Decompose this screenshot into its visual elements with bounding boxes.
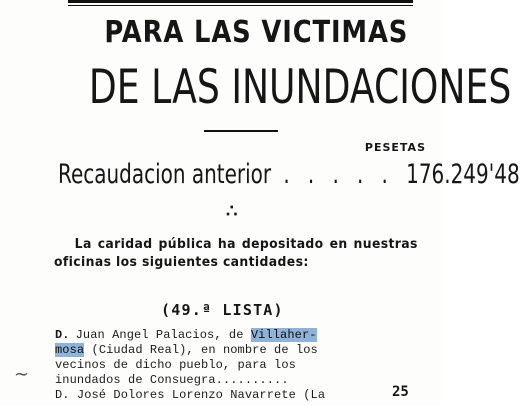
- entry-line-3: vecinos de dicho pueblo, para los: [55, 358, 296, 372]
- list-title: (49.ª LISTA): [161, 301, 284, 319]
- entry-line-4: inundados de Consuegra..........: [55, 373, 289, 387]
- entry-line-1-text: Juan Angel Palacios, de: [75, 328, 251, 342]
- highlighted-text-continuation: mosa: [55, 343, 85, 357]
- entry-line-1: [55, 328, 390, 343]
- ornament-icon: ∴: [226, 201, 238, 222]
- leader-dots: . . . . .: [283, 159, 394, 190]
- prior-total-label: Recaudacion anterior: [58, 159, 272, 190]
- entry-line-2-text: (Ciudad Real), en nombre de los: [84, 343, 318, 357]
- headline-top: PARA LAS VICTIMAS: [104, 15, 409, 50]
- entry-line-2: [55, 343, 390, 358]
- currency-label: PESETAS: [364, 141, 426, 154]
- entry-prefix: D.: [55, 328, 70, 342]
- intro-paragraph: La caridad pública ha depositado en nuestras oficinas los siguientes cantidades:: [54, 237, 418, 270]
- entry-amount: 25: [392, 384, 409, 400]
- prior-total-amount: 176.249'48: [406, 159, 520, 190]
- donation-entry: [55, 328, 390, 403]
- entry-line-5: D. José Dolores Lorenzo Navarrete (La: [55, 388, 326, 402]
- top-rule-secondary: [68, 5, 413, 6]
- margin-mark-icon: ∼: [14, 364, 30, 385]
- headline-rule: [204, 130, 278, 132]
- prior-total-line: [58, 159, 520, 190]
- top-rule: [68, 0, 413, 3]
- highlighted-text: Villaher-: [250, 328, 317, 342]
- headline-bottom: DE LAS INUNDACIONES: [88, 60, 512, 115]
